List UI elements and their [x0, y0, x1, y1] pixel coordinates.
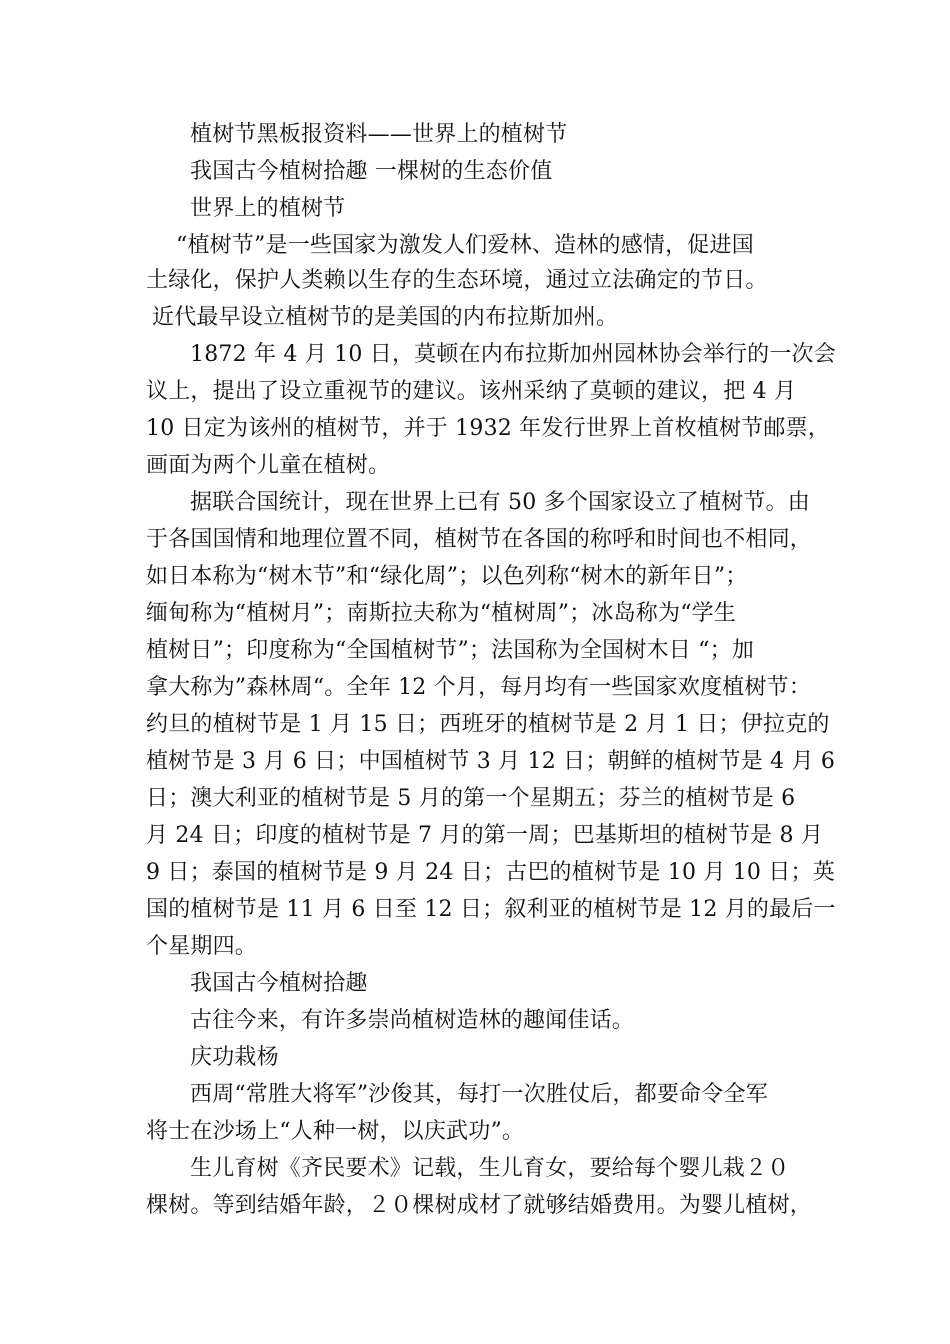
paragraph-line: 近代最早设立植树节的是美国的内布拉斯加州。	[152, 305, 619, 330]
paragraph-line: 棵树。等到结婚年龄，２０棵树成材了就够结婚费用。为婴儿植树，	[146, 1193, 813, 1218]
paragraph-line: 拿大称为”森林周“。全年 12 个月，每月均有一些国家欢度植树节：	[146, 675, 812, 700]
paragraph-line: 土绿化，保护人类赖以生存的生态环境，通过立法确定的节日。	[146, 268, 768, 293]
paragraph-line: 9 日；泰国的植树节是 9 月 24 日；古巴的植树节是 10 月 10 日；英	[146, 860, 835, 885]
paragraph-line: 古往今来，有许多崇尚植树造林的趣闻佳话。	[190, 1008, 635, 1033]
paragraph-line: 缅甸称为“植树月”；南斯拉夫称为“植树周”；冰岛称为“学生	[146, 601, 737, 626]
paragraph-line: 议上，提出了设立重视节的建议。该州采纳了莫顿的建议，把 4 月	[146, 379, 797, 404]
paragraph-line: 10 日定为该州的植树节，并于 1932 年发行世界上首枚植树节邮票，	[146, 416, 830, 441]
paragraph-line: 于各国国情和地理位置不同，植树节在各国的称呼和时间也不相同，	[146, 527, 813, 552]
paragraph-line: 日；澳大利亚的植树节是 5 月的第一个星期五；芬兰的植树节是 6	[146, 786, 796, 811]
paragraph-line: 个星期四。	[146, 934, 258, 959]
paragraph-line: 植树日”；印度称为“全国植树节”；法国称为全国树木日 “；加	[146, 638, 754, 663]
paragraph-line: 月 24 日；印度的植树节是 7 月的第一周；巴基斯坦的植树节是 8 月	[146, 823, 824, 848]
document-title: 植树节黑板报资料——世界上的植树节	[190, 122, 568, 147]
paragraph-line: 植树节是 3 月 6 日；中国植树节 3 月 12 日；朝鲜的植树节是 4 月 6	[146, 749, 836, 774]
paragraph-line: 画面为两个儿童在植树。	[146, 453, 391, 478]
paragraph-line: 如日本称为“树木节”和“绿化周”；以色列称“树木的新年日”；	[146, 564, 748, 589]
subheading-celebration: 庆功栽杨	[190, 1045, 279, 1070]
section-heading-world: 世界上的植树节	[190, 196, 346, 221]
section-heading-china: 我国古今植树拾趣	[190, 971, 368, 996]
paragraph-line: “植树节”是一些国家为激发人们爱林、造林的感情，促进国	[176, 233, 754, 258]
paragraph-line: 将士在沙场上“人种一树，以庆武功”。	[146, 1119, 525, 1144]
paragraph-line: 约旦的植树节是 1 月 15 日；西班牙的植树节是 2 月 1 日；伊拉克的	[146, 712, 830, 737]
paragraph-line: 西周“常胜大将军”沙俊其，每打一次胜仗后，都要命令全军	[190, 1082, 768, 1107]
paragraph-line: 1872 年 4 月 10 日，莫顿在内布拉斯加州园林协会举行的一次会	[190, 342, 836, 367]
paragraph-line: 国的植树节是 11 月 6 日至 12 日；叙利亚的植树节是 12 月的最后一	[146, 897, 836, 922]
paragraph-line: 据联合国统计，现在世界上已有 50 多个国家设立了植树节。由	[190, 490, 810, 515]
subtitle-line: 我国古今植树拾趣 一棵树的生态价值	[190, 159, 553, 184]
paragraph-line: 生儿育树《齐民要术》记载，生儿育女，要给每个婴儿栽２０	[190, 1156, 790, 1181]
